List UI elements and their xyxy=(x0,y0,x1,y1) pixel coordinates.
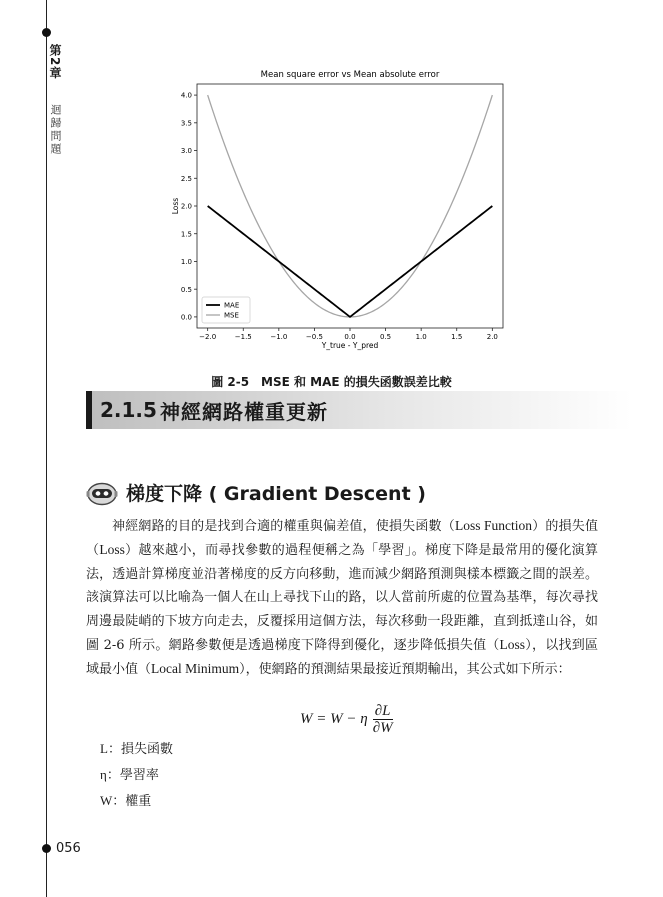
legend-label: MAE xyxy=(224,301,240,310)
x-tick-label: 2.0 xyxy=(486,333,498,341)
y-tick-label: 1.0 xyxy=(180,258,192,267)
x-tick-label: −2.0 xyxy=(199,333,217,341)
y-tick-label: 3.5 xyxy=(180,119,192,128)
definition-text: ：損失函數 xyxy=(107,742,173,757)
chart-title: Mean square error vs Mean absolute error xyxy=(260,70,440,80)
legend-label: MSE xyxy=(224,311,239,320)
term-loss: Loss xyxy=(99,542,125,558)
paragraph-text: ），使網路的預測結果最接近預期輸出，其公式如下所示： xyxy=(239,662,571,678)
y-tick-label: 4.0 xyxy=(180,91,192,100)
x-axis xyxy=(199,328,498,341)
series-mae-line xyxy=(208,206,493,317)
definition-text: ：學習率 xyxy=(106,768,159,783)
subsection-title: 梯度下降 ( Gradient Descent ) xyxy=(126,483,426,505)
term-loss: Loss xyxy=(499,637,526,653)
y-tick-label: 0.0 xyxy=(180,313,192,322)
x-tick-label: 0.0 xyxy=(344,333,356,341)
page-number: 056 xyxy=(56,841,81,856)
section-number: 2.1.5 xyxy=(100,398,157,422)
y-tick-label: 2.0 xyxy=(180,202,192,211)
x-tick-label: 0.5 xyxy=(380,333,392,341)
margin-dot-bottom xyxy=(42,844,51,853)
definition-symbol: η xyxy=(100,767,107,782)
section-title: 神經網路權重更新 xyxy=(160,399,328,424)
definition-symbol: L xyxy=(100,741,108,756)
y-axis xyxy=(181,92,197,322)
y-tick-label: 3.0 xyxy=(180,147,192,156)
x-axis-label: Y_true - Y_pred xyxy=(321,341,379,350)
definition-item xyxy=(100,764,159,783)
chapter-label: 第2章 xyxy=(48,44,62,80)
loss-comparison-chart xyxy=(160,62,520,368)
chapter-title: 迴歸問題 xyxy=(49,104,62,156)
margin-dot-top xyxy=(42,28,51,37)
body-paragraph xyxy=(86,514,598,682)
plot-frame xyxy=(197,84,503,328)
robot-face-icon xyxy=(86,480,118,506)
definition-item xyxy=(100,738,173,757)
y-tick-label: 1.5 xyxy=(180,230,192,239)
formula-denominator: ∂W xyxy=(372,720,393,736)
x-tick-label: 1.5 xyxy=(451,333,463,341)
paragraph-text: 神經網路的目的是找到合適的權重與偏差值，使損失函數（ xyxy=(112,519,455,534)
figure-caption: 圖 2-5 MSE 和 MAE 的損失函數誤差比較 xyxy=(211,375,452,389)
x-tick-label: −1.0 xyxy=(270,333,288,341)
term-local-minimum: Local Minimum xyxy=(151,661,240,677)
x-tick-label: 1.0 xyxy=(415,333,427,341)
formula-lhs: W = W − η xyxy=(300,711,368,727)
formula-fraction xyxy=(371,703,395,736)
y-tick-label: 2.5 xyxy=(180,174,192,183)
term-loss-function: Loss Function xyxy=(454,518,533,533)
definition-item xyxy=(100,790,151,809)
x-tick-label: −1.5 xyxy=(234,333,252,341)
series-lines xyxy=(208,95,493,317)
series-mse-line xyxy=(208,95,493,317)
paragraph-text: ），以找到區域最小值（ xyxy=(86,638,598,678)
chart-legend xyxy=(202,297,250,323)
y-axis-label: Loss xyxy=(171,197,180,215)
subsection-heading xyxy=(86,479,426,506)
formula-numerator: ∂L xyxy=(374,703,391,719)
definition-text: ：權重 xyxy=(112,794,152,809)
definition-symbol: W xyxy=(100,793,113,808)
paragraph-text: ）的損失值（ xyxy=(86,519,598,559)
paragraph-text: ）越來越小，而尋找參數的過程便稱之為「學習」。梯度下降是最常用的優化演算法，透過計算梯度並沿著梯度的反方向移動，進而減少網路預測與樣本標籤之間的誤差。該演算法可以比喻為一個人在山上尋找下山的路，以人當前所處的位置為基準，每次尋找周邊最陡峭的下坡方向走去，反覆採用這個方法，每次移動一段距離，直到抵達山谷，如圖 2-6 所示。網路參數便是透過梯度下降得到優化，逐步降低損失值（ xyxy=(86,543,598,654)
section-banner xyxy=(86,391,632,429)
gradient-descent-formula xyxy=(300,703,395,736)
x-tick-label: −0.5 xyxy=(305,333,323,341)
y-tick-label: 0.5 xyxy=(180,285,192,294)
